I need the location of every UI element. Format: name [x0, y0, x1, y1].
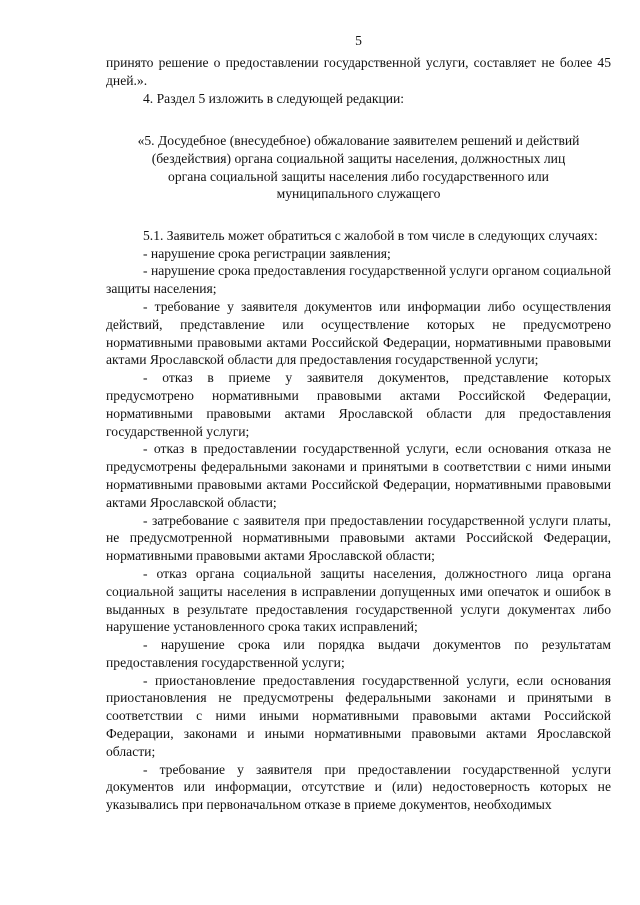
list-item: - нарушение срока предоставления государственной услуги органом социальной защиты населения; [106, 263, 611, 297]
list-item: - требование у заявителя документов или информации либо осуществления действий, представление или осуществление которых не предусмотрено нормативными правовыми актами Российской Федерации, нормативными правовыми актами Ярославской области для предоставления государственной услуги; [106, 298, 611, 368]
document-page [106, 32, 611, 814]
list-item: - требование у заявителя при предоставлении государственной услуги документов или информации, отсутствие и (или) недостоверность которых не указывались при первоначальном отказе в приеме документов, необходимых [106, 761, 611, 813]
heading-line: «5. Досудебное (внесудебное) обжалование заявителем решений и действий [137, 133, 580, 149]
section-heading [108, 132, 609, 202]
section-5-1-intro: 5.1. Заявитель может обратиться с жалобой в том числе в следующих случаях: [143, 227, 598, 243]
list-item: - нарушение срока регистрации заявления; [143, 245, 391, 261]
list-item: - нарушение срока или порядка выдачи документов по результатам предоставления государственной услуги; [106, 637, 611, 670]
list-item: - приостановление предоставления государственной услуги, если основания приостановления не предусмотрены федеральными законами и принятыми в соответствии с ними иными нормативными правовыми актами Российской Федерации, законами и иными нормативными правовыми актами Ярославской области; [106, 672, 611, 759]
page-number: 5 [355, 33, 362, 48]
list-item: - отказ органа социальной защиты населения, должностного лица органа социальной защиты населения в исправлении допущенных ими опечаток и ошибок в выданных в результате предоставления государственной услуги документах либо нарушение установленного срока таких исправлений; [106, 565, 611, 635]
paragraph-continuation: принято решение о предоставлении государственной услуги, составляет не более 45 дней.». [106, 55, 611, 88]
heading-line: органа социальной защиты населения либо государственного или [168, 168, 549, 184]
list-item: - отказ в предоставлении государственной услуги, если основания отказа не предусмотрены федеральными законами и принятыми в соответствии с ними иными нормативными правовыми актами Российской Федерации, нормативными правовыми актами Ярославской области; [106, 441, 611, 510]
heading-line: муниципального служащего [276, 186, 441, 202]
paragraph-section-change: 4. Раздел 5 изложить в следующей редакции: [143, 90, 405, 106]
heading-line: (бездействия) органа социальной защиты населения, должностных лиц [151, 150, 566, 166]
list-item: - отказ в приеме у заявителя документов, представление которых предусмотрено нормативными правовыми актами Российской Федерации, нормативными правовыми актами Ярославской области для предоставления государственной услуги; [106, 370, 611, 439]
list-item: - затребование с заявителя при предоставлении государственной услуги платы, не предусмотренной нормативными правовыми актами Российской Федерации, нормативными правовыми актами Ярославской области; [106, 512, 611, 564]
